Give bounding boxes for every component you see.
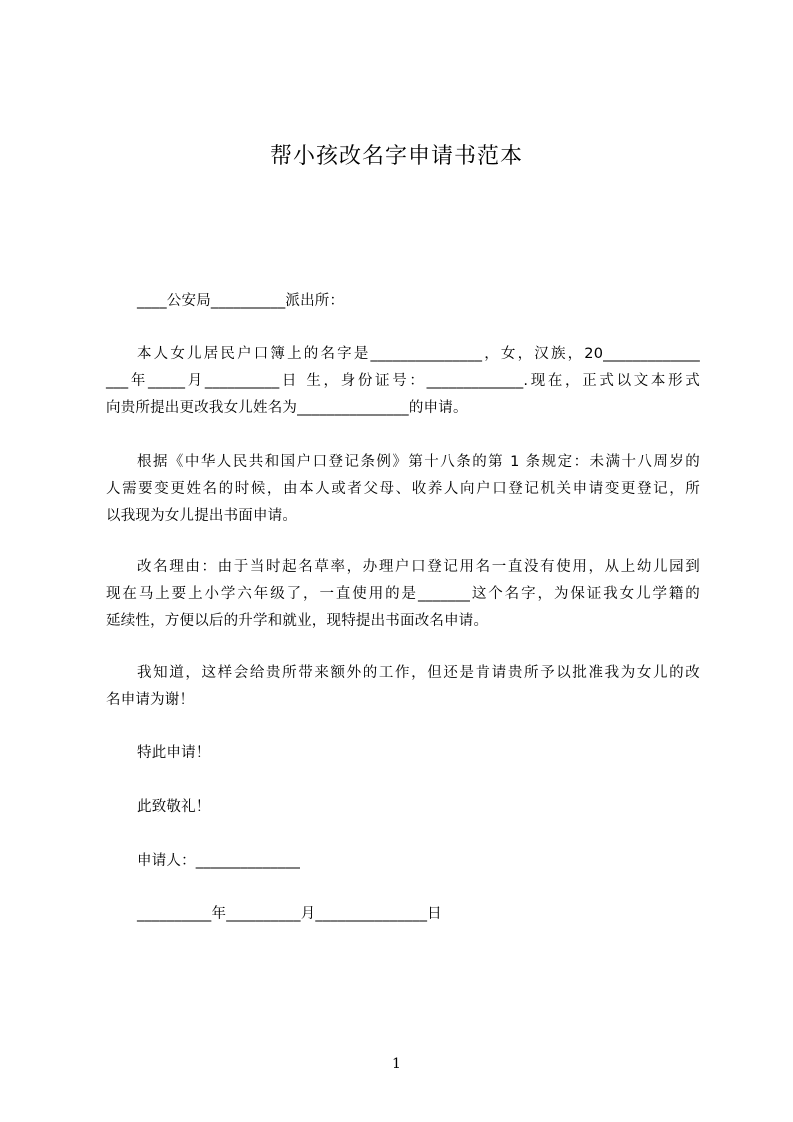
paragraph-3-line-2: 现在马上要上小学六年级了，一直使用的是_______这个名字，为保证我女儿学籍的	[106, 586, 700, 602]
page-number: 1	[392, 1056, 401, 1072]
paragraph-3-line-1: 改名理由：由于当时起名草率，办理户口登记用名一直没有使用，从上幼儿园到	[137, 559, 700, 575]
paragraph-1-line-1: 本人女儿居民户口簿上的名字是_______________，女，汉族，20_____________	[137, 346, 700, 362]
addressee-line: ____公安局__________派出所：	[137, 293, 345, 309]
paragraph-4-line-2: 名申请为谢！	[106, 692, 195, 708]
salutation-line: 此致敬礼！	[137, 799, 211, 815]
date-line: __________年__________月_______________日	[137, 906, 442, 922]
paragraph-1-line-2: ___年_____月__________日 生，身份证号：_____________.现在，正式以文本形式	[106, 373, 700, 389]
paragraph-1-line-3: 向贵所提出更改我女儿姓名为_______________的申请。	[106, 400, 468, 416]
applicant-signature-line: 申请人：______________	[137, 853, 301, 869]
paragraph-3-line-3: 延续性，方便以后的升学和就业，现特提出书面改名申请。	[106, 613, 489, 629]
paragraph-2-line-1: 根据《中华人民共和国户口登记条例》第十八条的第 1 条规定：未满十八周岁的	[137, 454, 700, 470]
special-request-line: 特此申请！	[137, 745, 211, 761]
paragraph-2-line-3: 以我现为女儿提出书面申请。	[106, 508, 298, 524]
paragraph-4-line-1: 我知道，这样会给贵所带来额外的工作，但还是肯请贵所予以批准我为女儿的改	[137, 665, 700, 681]
paragraph-2-line-2: 人需要变更姓名的时候，由本人或者父母、收养人向户口登记机关申请变更登记，所	[106, 481, 700, 497]
document-title: 帮小孩改名字申请书范本	[269, 144, 523, 169]
